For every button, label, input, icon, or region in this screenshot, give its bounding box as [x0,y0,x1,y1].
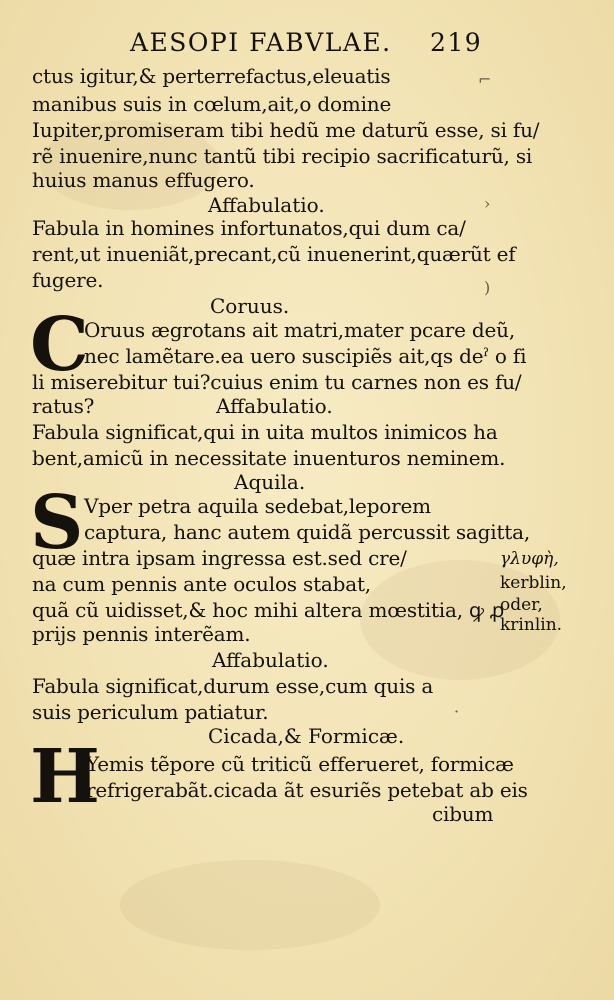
page-number: 219 [430,28,483,57]
text-line: Vper petra aquila sedebat,leporem [84,494,431,518]
drop-cap: C [30,302,89,388]
text-line: ctus igitur,& perterrefactus,eleuatis [32,64,391,88]
fable-title-cicada: Cicada,& Formicæ. [208,724,405,748]
text-line: quã cũ uidisset,& hoc mihi altera mœstitia, ꝙ ꝓ [32,598,505,622]
fable-title-coruus: Coruus. [210,294,290,318]
margin-note-line: kerblin, [500,573,567,593]
text-line: captura, hanc autem quidã percussit sagitta, [84,520,530,544]
paper-mark: ⌐ [478,70,492,89]
text-line: refrigerabãt.cicada ãt esuriẽs petebat ab eis [86,778,528,802]
section-heading-affabulatio: Affabulatio. [208,193,325,217]
catchword: cibum [432,802,494,826]
text-line: bent,amicũ in necessitate inuenturos neminem. [32,446,506,470]
margin-note-greek: γλυφὴ, [500,549,559,569]
running-title: AESOPI FABVLAE. [130,28,392,57]
text-line: rẽ inuenire,nunc tantũ tibi recipio sacrificaturũ, si [32,144,533,168]
text-line: Fabula in homines infortunatos,qui dum ca/ [32,216,466,240]
text-line: rent,ut inueniãt,precant,cũ inuenerint,quærũt ef [32,242,516,266]
text-line: Iupiter,promiseram tibi hedũ me daturũ esse, si fu/ [32,118,540,142]
section-heading-affabulatio: Affabulatio. [216,394,333,418]
fable-title-aquila: Aquila. [234,470,306,494]
section-heading-affabulatio: Affabulatio. [212,648,329,672]
text-line: na cum pennis ante oculos stabat, [32,572,371,596]
text-line: fugere. [32,268,104,292]
paper-mark: ) [484,278,491,297]
text-line: Fabula significat,durum esse,cum quis a [32,674,434,698]
margin-note-line: oder, [500,595,543,615]
text-line: prijs pennis interẽam. [32,622,251,646]
paper-stain [120,860,380,950]
paper-mark: · [454,702,460,721]
text-line: Oruus ægrotans ait matri,mater pcare deũ, [84,318,515,342]
text-line: li miserebitur tui?cuius enim tu carnes non es fu/ [32,370,522,394]
drop-cap: S [30,480,84,566]
text-line: nec lamẽtare.ea uero suscipiẽs ait,qs deˀ o fi [84,344,527,368]
text-line: huius manus effugero. [32,168,255,192]
text-line: manibus suis in cœlum,ait,o domine [32,92,392,116]
text-line: ratus? [32,394,95,418]
text-line: Fabula significat,qui in uita multos inimicos ha [32,420,498,444]
text-line: quæ intra ipsam ingressa est.sed cre/ [32,546,407,570]
text-line: suis periculum patiatur. [32,700,269,724]
running-header [130,28,500,58]
paper-mark: › [484,194,491,213]
drop-cap: H [30,734,100,820]
margin-note-line: krinlin. [500,615,563,635]
text-line: Yemis tẽpore cũ triticũ efferueret, formicæ [86,752,514,776]
